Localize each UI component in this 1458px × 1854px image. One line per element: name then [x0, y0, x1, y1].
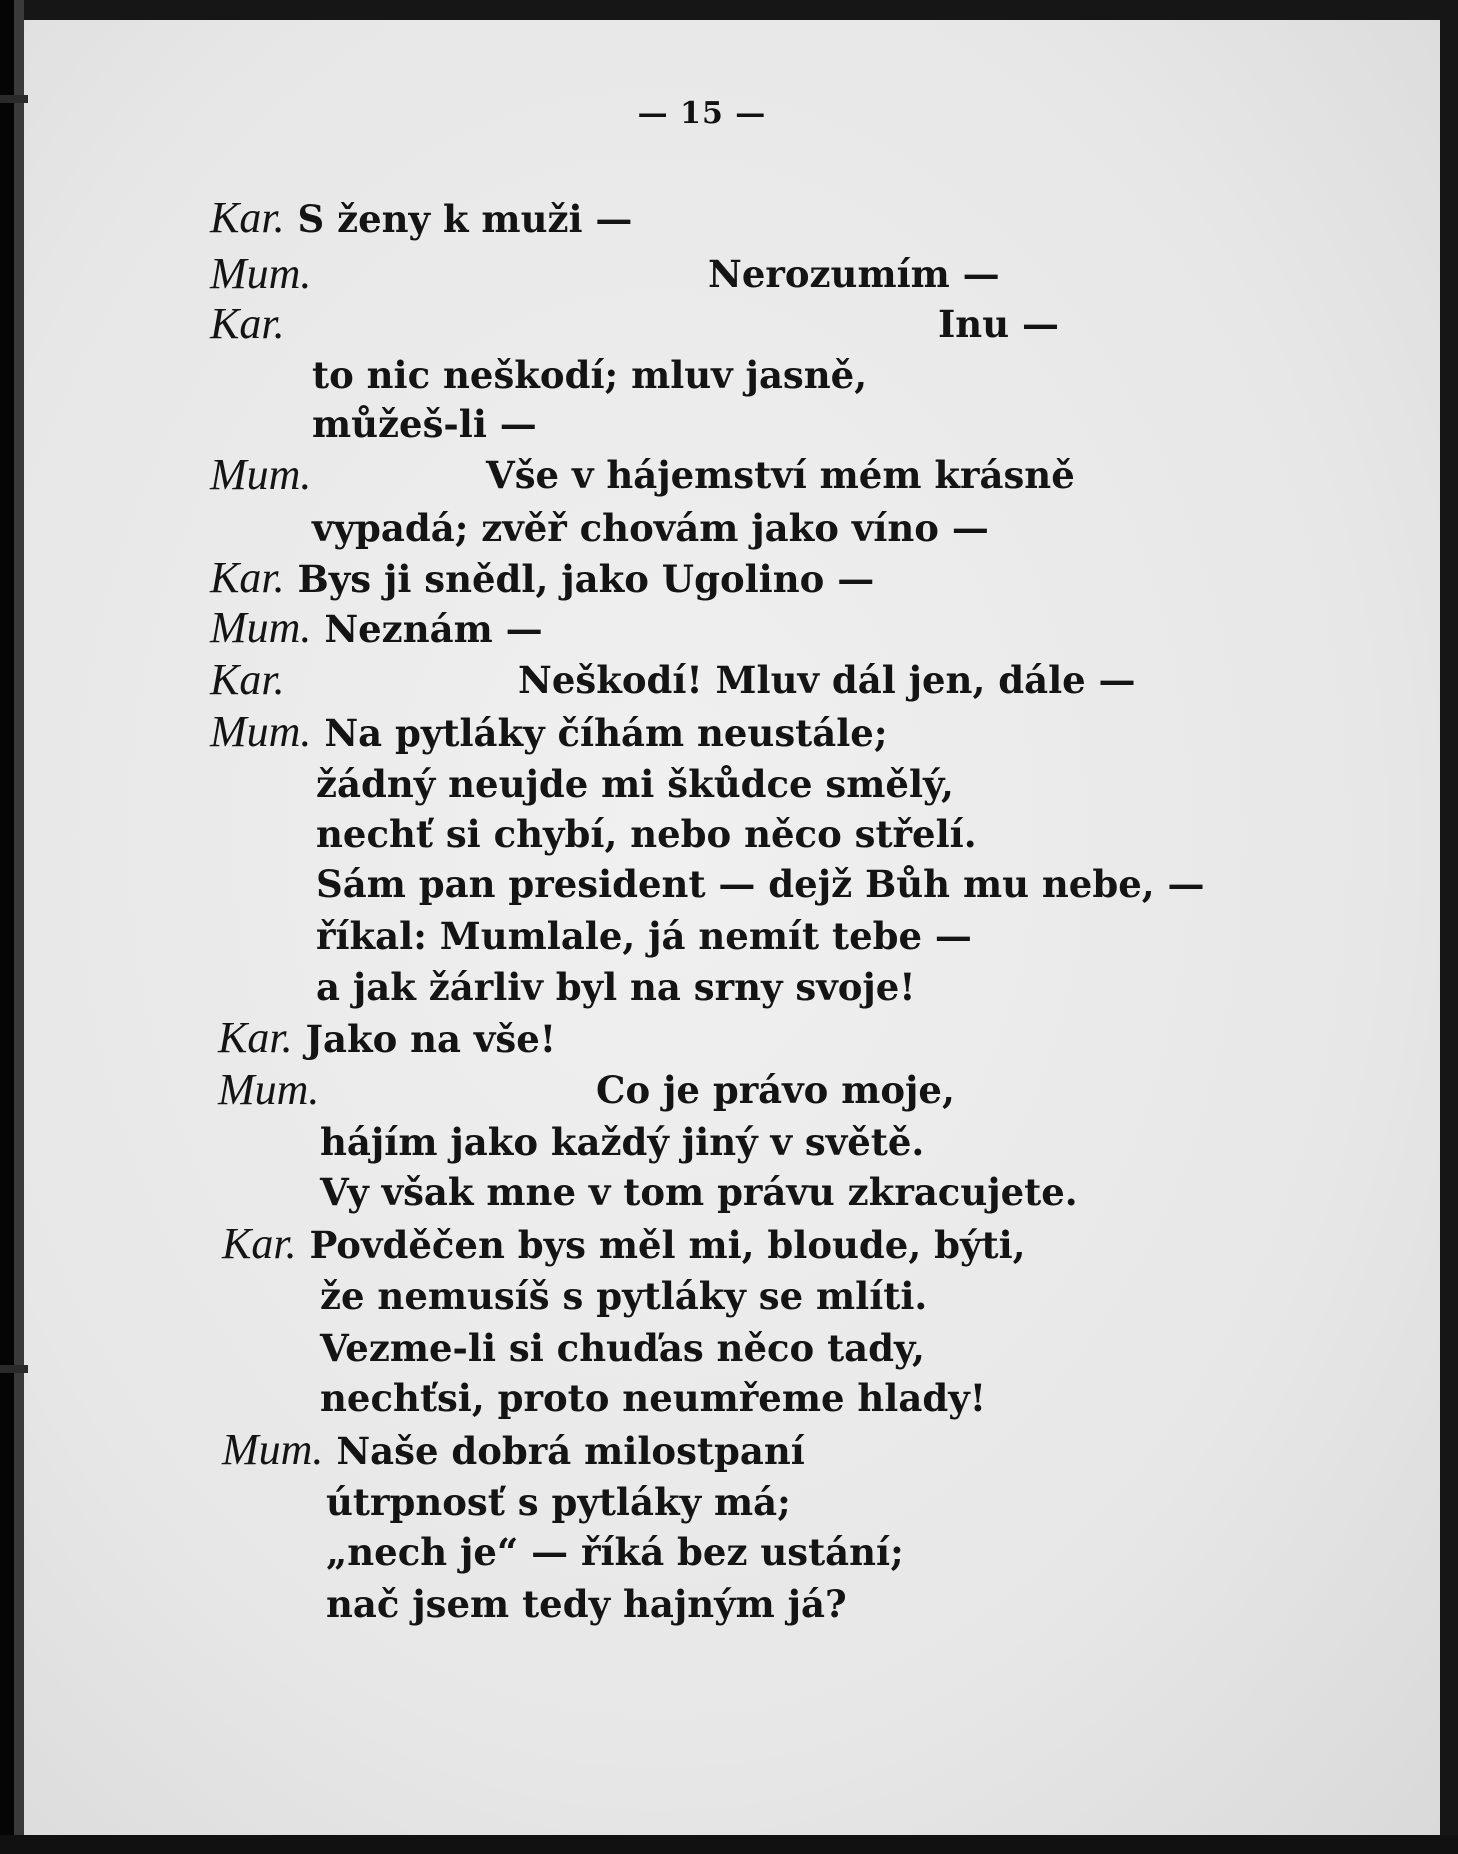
verse-line — [210, 193, 633, 242]
page-gutter — [14, 0, 24, 1854]
verse-line-continuation: Vše v hájemství mém krásně — [486, 453, 1075, 497]
verse-line: „nech je“ — říká bez ustání; — [326, 1530, 904, 1574]
verse-line: Vy však mne v tom právu zkracujete. — [320, 1170, 1078, 1214]
line-text: Jako na vše! — [292, 1017, 557, 1061]
speaker-name: Kar. — [218, 1013, 293, 1062]
verse-line — [210, 603, 543, 652]
verse-line: žádný neujde mi škůdce smělý, — [316, 762, 954, 806]
verse-line: říkal: Mumlale, já nemít tebe — — [316, 914, 972, 958]
verse-line — [210, 553, 875, 602]
verse-line: vypadá; zvěř chovám jako víno — — [312, 506, 989, 550]
verse-line-continuation: Inu — — [938, 302, 1059, 346]
speaker-name: Mum. — [210, 249, 312, 298]
speaker-name: Kar. — [210, 193, 285, 242]
page-binding-edge — [0, 0, 14, 1854]
speaker-name: Kar. — [222, 1219, 297, 1268]
line-text: S ženy k muži — — [284, 197, 633, 241]
speaker-name: Mum. — [210, 603, 312, 652]
verse-line — [218, 1013, 557, 1062]
verse-line — [210, 249, 312, 298]
verse-line — [210, 707, 888, 756]
verse-line: a jak žárliv byl na srny svoje! — [316, 965, 916, 1009]
verse-line-continuation: Nerozumím — — [708, 252, 1000, 296]
verse-line: že nemusíš s pytláky se mlíti. — [320, 1274, 928, 1318]
line-text: Bys ji snědl, jako Ugolino — — [284, 557, 875, 601]
verse-line — [210, 299, 285, 348]
speaker-name: Kar. — [210, 553, 285, 602]
verse-line-continuation: Co je právo moje, — [596, 1068, 955, 1112]
verse-line — [222, 1219, 1026, 1268]
verse-line — [210, 655, 285, 704]
verse-line: Vezme-li si chuďas něco tady, — [320, 1326, 925, 1370]
speaker-name: Mum. — [210, 450, 312, 499]
speaker-name: Mum. — [210, 707, 312, 756]
scan-bottom-edge — [0, 1835, 1458, 1854]
verse-line: nechť si chybí, nebo něco střelí. — [316, 812, 977, 856]
verse-line — [210, 450, 312, 499]
line-text: Naše dobrá milostpaní — [323, 1429, 805, 1473]
page-number: — 15 — — [637, 96, 767, 131]
verse-line: můžeš-li — — [312, 402, 537, 446]
line-text: Povděčen bys měl mi, bloude, býti, — [296, 1223, 1026, 1267]
verse-line — [218, 1065, 320, 1114]
binding-mark — [0, 95, 28, 103]
speaker-name: Kar. — [210, 655, 285, 704]
verse-line: Sám pan president — dejž Bůh mu nebe, — — [316, 862, 1205, 906]
verse-line: útrpnosť s pytláky má; — [326, 1480, 791, 1524]
line-text: Na pytláky číhám neustále; — [311, 711, 888, 755]
verse-line — [222, 1425, 805, 1474]
speaker-name: Mum. — [222, 1425, 324, 1474]
speaker-name: Mum. — [218, 1065, 320, 1114]
verse-line: hájím jako každý jiný v světě. — [320, 1120, 925, 1164]
speaker-name: Kar. — [210, 299, 285, 348]
verse-line: nechťsi, proto neumřeme hlady! — [320, 1376, 986, 1420]
verse-line-continuation: Neškodí! Mluv dál jen, dále — — [518, 658, 1136, 702]
binding-mark — [0, 1365, 28, 1373]
verse-line: to nic neškodí; mluv jasně, — [312, 353, 868, 397]
line-text: Neznám — — [311, 607, 543, 651]
verse-line: nač jsem tedy hajným já? — [326, 1582, 847, 1626]
